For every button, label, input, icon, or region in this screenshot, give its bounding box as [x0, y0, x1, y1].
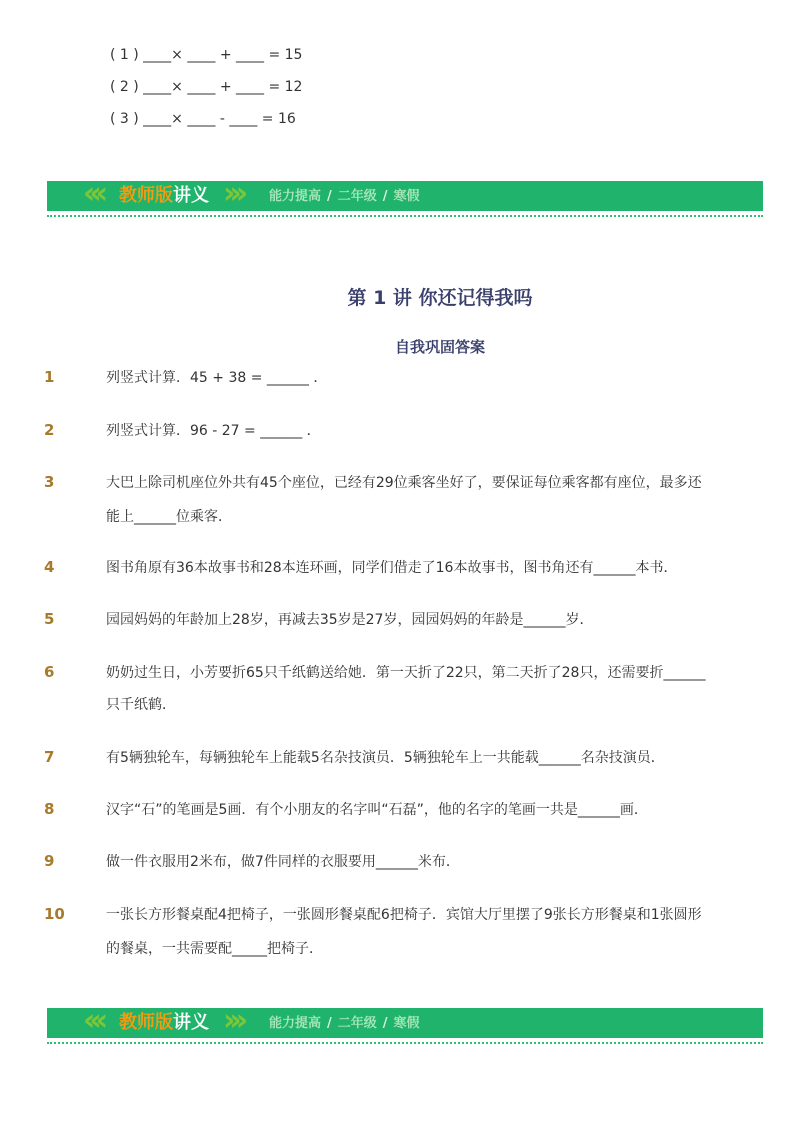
double-chevron-left-icon: ‹‹‹ [83, 176, 103, 211]
question-number: 4 [44, 558, 55, 576]
crumb-level: 能力提高 [269, 189, 322, 204]
banner-title [119, 1011, 209, 1035]
question-text-continued: 的餐桌，一共需要配_____把椅子． [106, 941, 323, 957]
question-text: 列竖式计算．96 - 27 = ______ ． [106, 423, 321, 439]
dotted-divider [47, 1042, 763, 1044]
crumb-separator: / [327, 1016, 332, 1031]
crumb-term: 寒假 [393, 189, 420, 204]
crumb-separator: / [382, 1016, 388, 1031]
crumb-level: 能力提高 [269, 1016, 322, 1031]
question-text: 做一件衣服用2米布，做7件同样的衣服要用______米布． [106, 854, 460, 870]
banner-title-white: 讲义 [173, 1012, 209, 1033]
question-number: 7 [44, 748, 55, 766]
breadcrumb [269, 187, 420, 207]
banner-title [119, 184, 209, 208]
header-banner [47, 176, 763, 225]
crumb-separator: / [382, 189, 388, 204]
question-number: 5 [44, 610, 55, 628]
question-text-continued: 能上______位乘客． [106, 509, 232, 525]
banner-title-orange: 教师版 [119, 185, 173, 206]
question-text: 汉字“石”的笔画是5画．有个小朋友的名字叫“石磊”，他的名字的笔画一共是______画． [106, 802, 648, 818]
question-text: 奶奶过生日，小芳要折65只千纸鹤送给她．第一天折了22只，第二天折了28只，还需要折______ [106, 665, 706, 681]
crumb-grade: 二年级 [337, 189, 377, 204]
question-text: 园园妈妈的年龄加上28岁，再减去35岁是27岁，园园妈妈的年龄是______岁． [106, 612, 594, 628]
equation-2: ( 2 ) ____× ____ + ____ = 12 [110, 79, 303, 95]
question-text: 图书角原有36本故事书和28本连环画，同学们借走了16本故事书，图书角还有______本书． [106, 560, 678, 576]
question-text: 列竖式计算．45 + 38 = ______ ． [106, 370, 328, 386]
question-text: 有5辆独轮车，每辆独轮车上能载5名杂技演员．5辆独轮车上一共能载______名杂技演员． [106, 750, 665, 766]
breadcrumb [269, 1014, 420, 1034]
crumb-grade: 二年级 [337, 1016, 377, 1031]
equation-3: ( 3 ) ____× ____ - ____ = 16 [110, 111, 296, 127]
question-number: 3 [44, 473, 55, 491]
double-chevron-left-icon: ‹‹‹ [83, 1003, 103, 1038]
question-number: 6 [44, 663, 55, 681]
crumb-separator: / [327, 189, 332, 204]
dotted-divider [47, 215, 763, 217]
banner-title-orange: 教师版 [119, 1012, 173, 1033]
crumb-term: 寒假 [393, 1016, 420, 1031]
section-title: 自我巩固答案 [394, 338, 485, 356]
question-number: 1 [44, 368, 55, 386]
double-chevron-right-icon: ››› [223, 176, 243, 211]
question-number: 9 [44, 852, 55, 870]
question-text-continued: 只千纸鹤． [106, 697, 176, 713]
double-chevron-right-icon: ››› [223, 1003, 243, 1038]
banner-title-white: 讲义 [173, 185, 209, 206]
equation-1: ( 1 ) ____× ____ + ____ = 15 [110, 47, 303, 63]
lecture-title: 第 1 讲 你还记得我吗 [347, 287, 533, 309]
question-text: 大巴上除司机座位外共有45个座位，已经有29位乘客坐好了，要保证每位乘客都有座位，最多还 [106, 475, 702, 491]
question-text: 一张长方形餐桌配4把椅子，一张圆形餐桌配6把椅子．宾馆大厅里摆了9张长方形餐桌和1张圆形 [106, 907, 702, 923]
question-number: 2 [44, 421, 55, 439]
question-number: 8 [44, 800, 55, 818]
question-number: 10 [44, 905, 65, 923]
footer-banner [47, 1003, 763, 1052]
